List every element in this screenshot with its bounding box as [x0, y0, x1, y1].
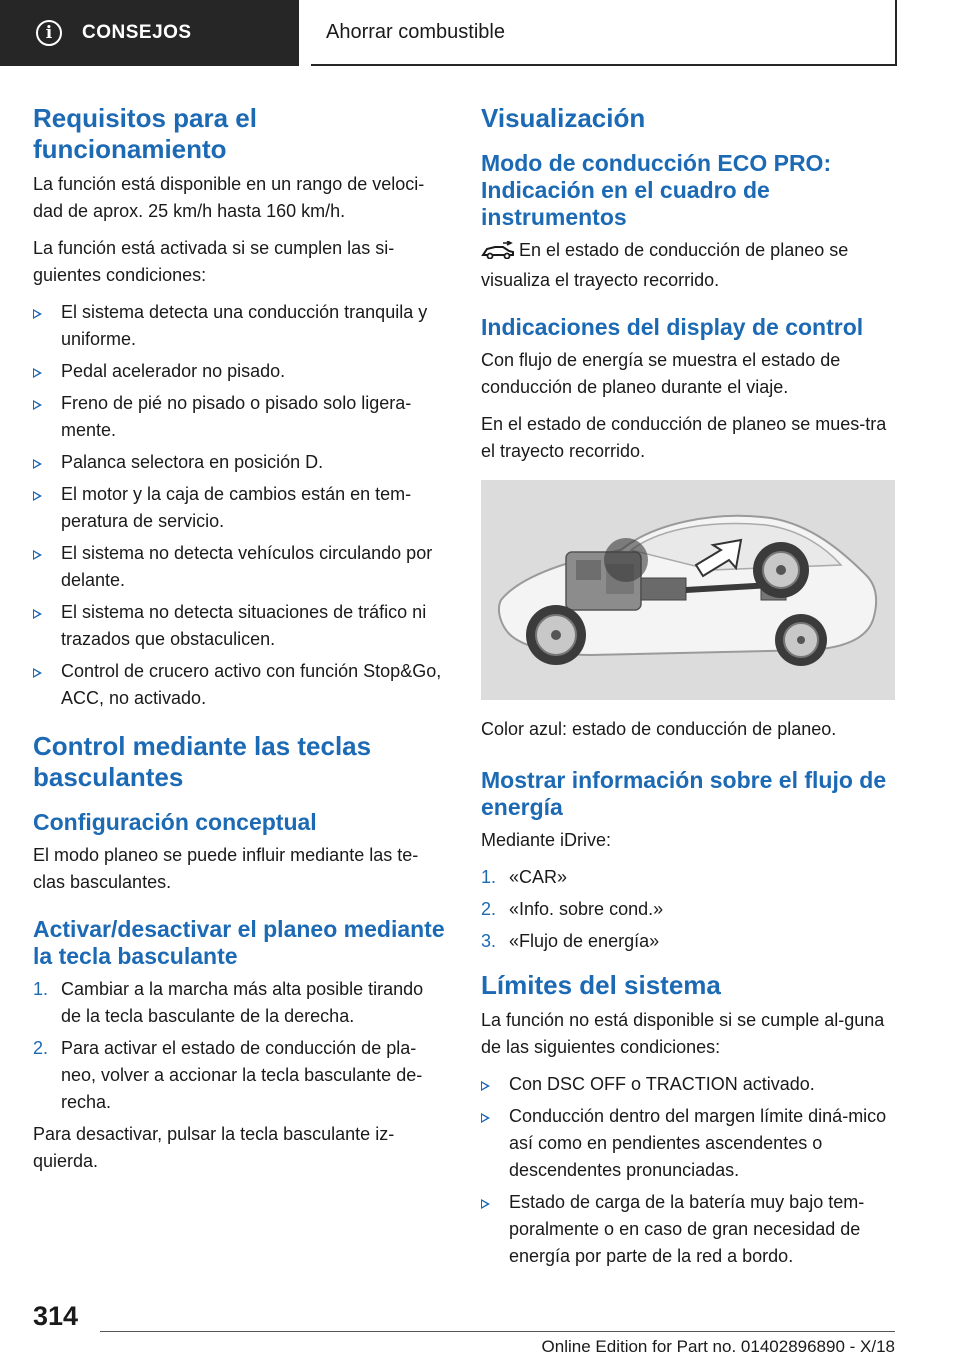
list-item: 2. «Info. sobre cond.»: [481, 899, 664, 919]
concept-paragraph: El modo planeo se puede influir mediante las te-clas basculantes.: [33, 845, 419, 892]
left-column: [33, 103, 445, 1185]
energy-flow-steps: [481, 864, 895, 955]
triangle-bullet-icon: [481, 1081, 490, 1091]
figure-caption: Color azul: estado de conducción de planeo.: [481, 719, 837, 739]
list-item: El sistema no detecta vehículos circulando por delante.: [33, 540, 445, 594]
activate-steps: [33, 976, 445, 1116]
triangle-bullet-icon: [481, 1113, 490, 1123]
requirements-heading: Requisitos para el funcionamiento: [33, 103, 257, 164]
triangle-bullet-icon: [33, 368, 42, 378]
requirements-paragraph-1: La función está disponible en un rango de veloci-dad de aprox. 25 km/h hasta 160 km/h.: [33, 174, 425, 221]
coasting-illustration: [481, 480, 895, 700]
triangle-bullet-icon: [33, 400, 42, 410]
triangle-bullet-icon: [33, 459, 42, 469]
list-item: 1. «CAR»: [481, 867, 568, 887]
system-limits-heading: Límites del sistema: [481, 970, 721, 1000]
section-header: [311, 0, 897, 66]
conditions-list: [33, 299, 445, 712]
control-display-heading: Indicaciones del display de control: [481, 314, 864, 340]
limits-list: [481, 1071, 895, 1270]
list-item: Estado de carga de la batería muy bajo tem-poralmente o en caso de gran necesidad de energía por parte de la red a bordo.: [481, 1189, 895, 1270]
deactivate-paragraph: Para desactivar, pulsar la tecla basculante iz-quierda.: [33, 1124, 395, 1171]
list-item: Palanca selectora en posición D.: [33, 449, 445, 476]
list-item: El sistema detecta una conducción tranquila y uniforme.: [33, 299, 445, 353]
activate-heading: Activar/desactivar el planeo mediante la tecla basculante: [33, 916, 445, 969]
display-heading: Visualización: [481, 103, 646, 133]
right-column: [481, 103, 895, 1275]
list-item: Freno de pié no pisado o pisado solo ligera-mente.: [33, 390, 445, 444]
list-item: Control de crucero activo con función Stop&Go, ACC, no activado.: [33, 658, 445, 712]
eco-pro-paragraph: En el estado de conducción de planeo se visualiza el trayecto recorrido.: [481, 240, 849, 290]
energy-flow-heading: Mostrar información sobre el flujo de energía: [481, 767, 887, 820]
list-item: El motor y la caja de cambios están en tem-peratura de servicio.: [33, 481, 445, 535]
triangle-bullet-icon: [33, 668, 42, 678]
requirements-paragraph-2: La función está activada si se cumplen las si-guientes condiciones:: [33, 238, 395, 285]
list-item: Con DSC OFF o TRACTION activado.: [481, 1071, 895, 1098]
system-limits-paragraph: La función no está disponible si se cumple al-guna de las siguientes condiciones:: [481, 1010, 885, 1057]
section-header-title: Ahorrar combustible: [326, 20, 505, 43]
page-number: 314: [33, 1301, 79, 1331]
list-item: El sistema no detecta situaciones de tráfico ni trazados que obstaculicen.: [33, 599, 445, 653]
coasting-car-icon: [481, 240, 515, 267]
list-item: 3. «Flujo de energía»: [481, 931, 660, 951]
footer-divider: [100, 1331, 895, 1332]
list-item: 1. Cambiar a la marcha más alta posible tirando de la tecla basculante de la derecha.: [33, 979, 424, 1026]
energy-flow-paragraph: Mediante iDrive:: [481, 830, 612, 850]
triangle-bullet-icon: [33, 550, 42, 560]
list-item: Conducción dentro del margen límite diná-mico así como en pendientes ascendentes o descendentes pronunciadas.: [481, 1103, 895, 1184]
list-item: 2. Para activar el estado de conducción de pla-neo, volver a accionar la tecla basculante de-recha.: [33, 1038, 423, 1112]
triangle-bullet-icon: [33, 491, 42, 501]
control-heading: Control mediante las teclas basculantes: [33, 731, 372, 792]
list-item: Pedal acelerador no pisado.: [33, 358, 445, 385]
chapter-tab: [0, 0, 299, 66]
triangle-bullet-icon: [481, 1199, 490, 1209]
edition-note: Online Edition for Part no. 01402896890 - X/18: [541, 1337, 895, 1356]
chapter-tab-label: CONSEJOS: [82, 22, 192, 43]
control-display-paragraph-1: Con flujo de energía se muestra el estado de conducción de planeo durante el viaje.: [481, 350, 841, 397]
control-display-paragraph-2: En el estado de conducción de planeo se mues-tra el trayecto recorrido.: [481, 414, 887, 461]
triangle-bullet-icon: [33, 609, 42, 619]
info-icon: i: [36, 20, 62, 46]
concept-heading: Configuración conceptual: [33, 809, 317, 835]
triangle-bullet-icon: [33, 309, 42, 319]
eco-pro-heading: Modo de conducción ECO PRO: Indicación en el cuadro de instrumentos: [481, 150, 832, 230]
